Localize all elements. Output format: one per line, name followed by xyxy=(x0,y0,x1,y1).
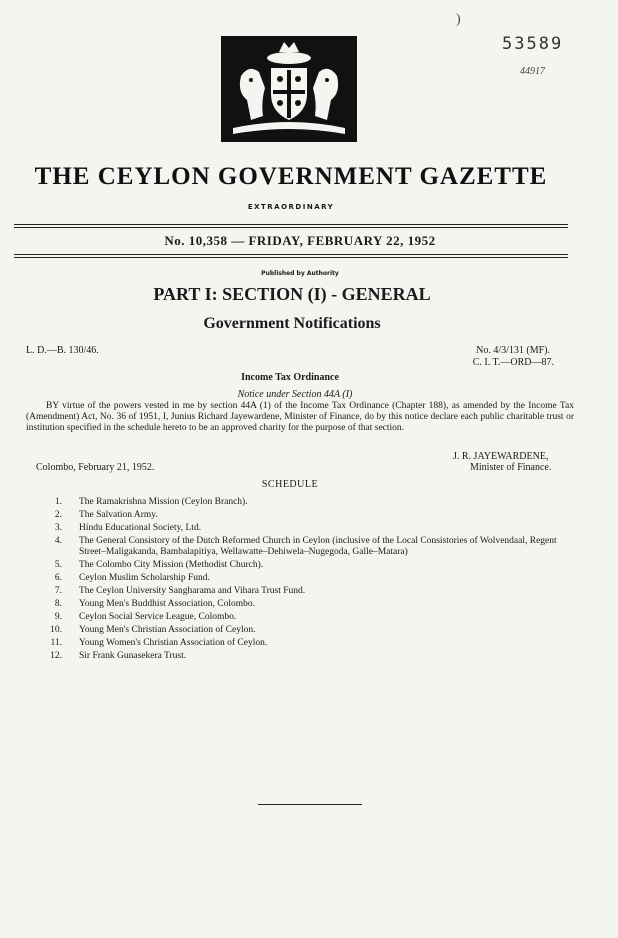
coat-of-arms-emblem xyxy=(221,36,357,142)
signatory-title: Minister of Finance. xyxy=(470,462,552,473)
reference-right-2: C. I. T.—ORD—87. xyxy=(472,357,554,368)
published-by-authority: Published by Authority xyxy=(261,270,339,277)
issue-line: No. 10,358 — FRIDAY, FEBRUARY 22, 1952 xyxy=(164,233,436,248)
notice-subtitle: Notice under Section 44A (I) xyxy=(237,389,353,400)
part-heading: PART I: SECTION (I) - GENERAL xyxy=(153,284,431,304)
list-item xyxy=(36,510,572,521)
list-item xyxy=(36,651,572,662)
list-item xyxy=(36,638,572,649)
list-item xyxy=(36,586,572,597)
list-item-number: 9. xyxy=(54,612,62,622)
list-item-number: 12. xyxy=(50,651,62,661)
list-item-number: 1. xyxy=(54,497,62,507)
list-item-text: The Ramakrishna Mission (Ceylon Branch). xyxy=(79,497,248,507)
reference-left: L. D.—B. 130/46. xyxy=(26,345,99,356)
schedule-heading: SCHEDULE xyxy=(261,479,319,490)
list-item-text: Hindu Educational Society, Ltd. xyxy=(79,523,202,533)
list-item-number: 10. xyxy=(50,625,62,635)
gazette-title: THE CEYLON GOVERNMENT GAZETTE xyxy=(34,163,548,190)
list-item-text: Sir Frank Gunasekera Trust. xyxy=(79,651,187,661)
list-item-number: 7. xyxy=(54,586,62,596)
list-item-text: Ceylon Social Service League, Colombo. xyxy=(79,612,237,622)
list-item-text: Young Men's Christian Association of Ceylon. xyxy=(79,625,256,635)
notice-title: Income Tax Ordinance xyxy=(241,372,339,383)
list-item-number: 11. xyxy=(50,638,62,648)
list-item-text: The Ceylon University Sangharama and Vihara Trust Fund. xyxy=(79,586,306,596)
list-item-number: 3. xyxy=(54,523,62,533)
list-item-text: Young Men's Buddhist Association, Colombo. xyxy=(79,599,255,609)
archive-stamp-number: 53589 xyxy=(502,34,564,54)
signatory-name: J. R. JAYEWARDENE, xyxy=(453,451,549,462)
notice-body: BY virtue of the powers vested in me by section 44A (1) of the Income Tax Ordinance (Chapter 188), as amended by the Income Tax (Amendment) Act, No. 36 of 1951, I, Junius Richard Jayewardene, Minister of Finance, do by this notice declare each public charitable trust or institution specified in the schedule hereto to be an approved charity for the purpose of that section. xyxy=(26,401,574,433)
list-item xyxy=(36,599,572,610)
place-and-date: Colombo, February 21, 1952. xyxy=(36,462,155,473)
list-item xyxy=(36,536,572,558)
list-item-number: 8. xyxy=(54,599,62,609)
list-item-text: The Salvation Army. xyxy=(79,510,158,520)
list-item-number: 5. xyxy=(54,560,62,570)
schedule-list xyxy=(36,497,572,664)
divider-rule xyxy=(14,257,568,258)
closing-rule xyxy=(258,804,362,805)
list-item xyxy=(36,523,572,534)
edition-label: EXTRAORDINARY xyxy=(247,203,335,211)
divider-rule xyxy=(14,227,568,228)
list-item-text: Ceylon Muslim Scholarship Fund. xyxy=(79,573,210,583)
list-item xyxy=(36,560,572,571)
list-item xyxy=(36,497,572,508)
list-item-text: The General Consistory of the Dutch Reformed Church in Ceylon (inclusive of the Local Consistories of Wolvendaal, Regent Street–Maligakanda, Bambalapitiya, Wellawatte–Dehiwela–Nugegoda, Galle–Matara) xyxy=(79,536,557,557)
list-item-number: 2. xyxy=(54,510,62,520)
divider-rule xyxy=(14,254,568,255)
margin-mark: ) xyxy=(456,12,461,27)
list-item xyxy=(36,612,572,623)
list-item-text: Young Women's Christian Association of Ceylon. xyxy=(79,638,268,648)
section-subheading: Government Notifications xyxy=(203,315,381,332)
list-item xyxy=(36,573,572,584)
reference-right-1: No. 4/3/131 (MF). xyxy=(476,345,550,356)
list-item-number: 6. xyxy=(54,573,62,583)
list-item-text: The Colombo City Mission (Methodist Church). xyxy=(79,560,264,570)
divider-rule xyxy=(14,224,568,225)
list-item xyxy=(36,625,572,636)
handwritten-number: 44917 xyxy=(520,66,545,77)
list-item-number: 4. xyxy=(54,536,62,546)
